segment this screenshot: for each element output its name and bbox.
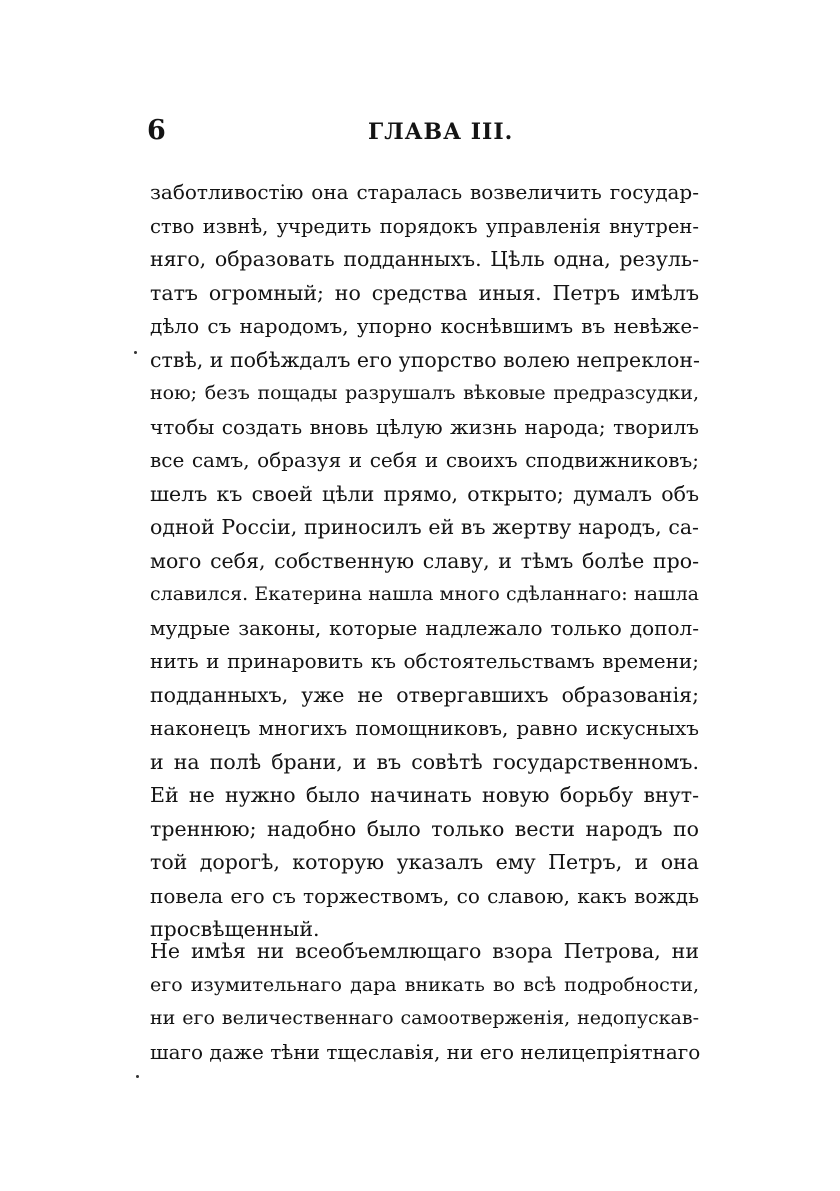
text-line: шаго даже тѣни тщеславія, ни его нелицепріятнаго [150,1039,701,1064]
text-line: шелъ къ своей цѣли прямо, открыто; думалъ объ [150,481,699,506]
text-line: просвѣщенный. [150,917,320,941]
text-line: ни его величественнаго самоотверженія, недопускав- [150,1007,699,1029]
text-line: повела его съ торжествомъ, со славою, какъ вождь [150,883,699,908]
text-line: няго, образовать подданныхъ. Цѣль одна, резуль- [150,247,699,271]
text-line: заботливостію она старалась возвеличить государ- [150,180,699,204]
text-line: Не имѣя ни всеобъемлющаго взора Петрова, ни [150,939,699,963]
text-line: подданныхъ, уже не отвергавшихъ образованія; [150,682,699,707]
paragraph-2 [150,935,699,1069]
text-line: треннюю; надобно было только вести народъ по [150,816,699,841]
text-line: той дорогѣ, которую указалъ ему Петръ, и она [150,850,699,874]
text-line: мудрые законы, которые надлежало только допол- [150,615,699,640]
text-line: нить и принаровить къ обстоятельствамъ времени; [150,649,699,673]
text-line: одной Россіи, приносилъ ей въ жертву народъ, са- [150,515,699,539]
running-head: ГЛАВА III. [368,119,514,145]
text-line: его изумительнаго дара вникать во всѣ подробности, [150,973,699,996]
page-number: 6 [147,115,166,146]
text-line: дѣло съ народомъ, упорно коснѣвшимъ въ невѣже- [150,314,699,338]
paragraph-1 [150,176,699,947]
text-line: ствѣ, и побѣждалъ его упорство волею непреклон- [150,347,700,372]
text-line: Ей не нужно было начинать новую борьбу внут- [150,783,699,807]
text-line: чтобы создать вновь цѣлую жизнь народа; творилъ [150,414,699,439]
text-line: наконецъ многихъ помощниковъ, равно искусныхъ [150,716,699,740]
ink-speck [134,351,137,354]
text-line: все самъ, образуя и себя и своихъ сподвижниковъ; [150,448,699,472]
text-line: ство извнѣ, учредить порядокъ управленія внутрен- [150,214,699,238]
text-line: славился. Екатерина нашла много сдѣланнаго: нашла [150,583,699,605]
text-line: мого себя, собственную славу, и тѣмъ болѣе про- [150,548,699,573]
text-line: татъ огромный; но средства иныя. Петръ имѣлъ [150,280,699,305]
ink-speck [136,1075,139,1078]
text-line: и на полѣ брани, и въ совѣтѣ государственномъ. [150,749,699,774]
text-line: ною; безъ пощады разрушалъ вѣковые предразсудки, [150,382,699,404]
